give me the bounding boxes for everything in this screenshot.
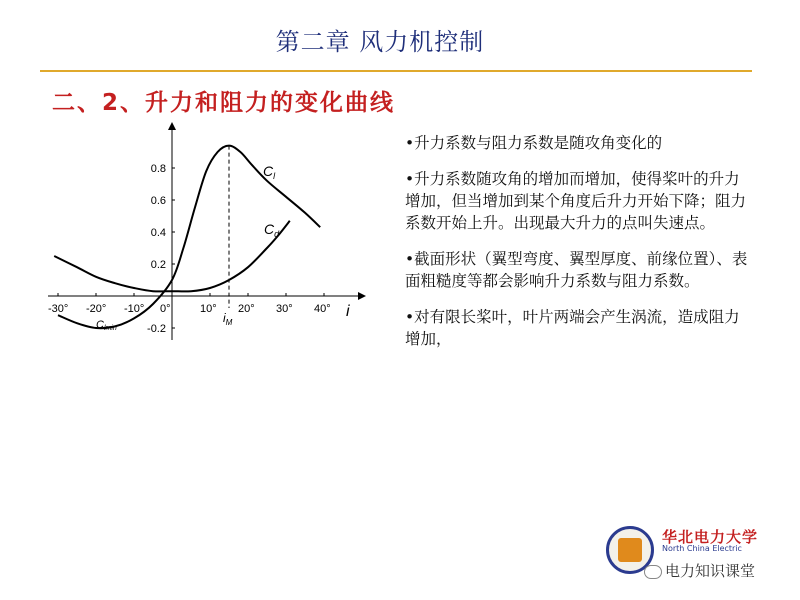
bullet-item: •升力系数随攻角的增加而增加，使得桨叶的升力增加，但当增加到某个角度后升力开始下降；阻力系数开始上升。出现最大升力的点叫失速点。 [405, 170, 747, 232]
max-lift-angle-label: $i_M$ [223, 311, 233, 327]
y-tick-label: 0.2 [150, 259, 166, 271]
series-line-cl [58, 146, 320, 329]
y-tick-label: 0.4 [150, 227, 166, 239]
x-axis-label: i [346, 303, 350, 320]
x-tick-label: 20° [238, 303, 255, 315]
y-tick-label: -0.2 [147, 323, 166, 335]
university-name-en: North China Electric [662, 544, 742, 553]
page-title: 第二章 风力机控制 [275, 28, 485, 56]
x-tick-label: -10° [124, 303, 145, 315]
y-tick-label: 0.8 [150, 163, 166, 175]
header-divider [40, 70, 752, 72]
cl-series-label: $C_l$ [263, 163, 276, 181]
x-tick-label: -20° [86, 303, 107, 315]
x-tick-label: 0° [160, 303, 171, 315]
x-axis-arrow [358, 292, 366, 300]
x-tick-label: 10° [200, 303, 217, 315]
x-tick-label: 30° [276, 303, 293, 315]
wechat-icon [644, 565, 662, 579]
bullet-item: •对有限长桨叶，叶片两端会产生涡流，造成阻力增加， [405, 308, 740, 348]
lift-drag-chart [30, 118, 375, 350]
x-tick-label: 40° [314, 303, 331, 315]
watermark [644, 560, 755, 581]
bullet-list [405, 132, 750, 364]
university-name-cn: 华北电力大学 [662, 528, 759, 546]
y-tick-label: 0.6 [150, 195, 166, 207]
watermark-text: 电力知识课堂 [665, 562, 756, 580]
y-axis-arrow [168, 122, 176, 130]
x-tick-label: -30° [48, 303, 69, 315]
cd-series-label: $C_d$ [264, 221, 280, 239]
bullet-item: •升力系数与阻力系数是随攻角变化的 [405, 134, 663, 152]
university-logo [606, 522, 776, 586]
cl-min-label: Clmin [96, 319, 117, 332]
bullet-item: •截面形状（翼型弯度、翼型厚度、前缘位置）、表面粗糙度等都会影响升力系数与阻力系数。 [405, 250, 748, 290]
section-heading: 二、2、升力和阻力的变化曲线 [52, 90, 396, 116]
